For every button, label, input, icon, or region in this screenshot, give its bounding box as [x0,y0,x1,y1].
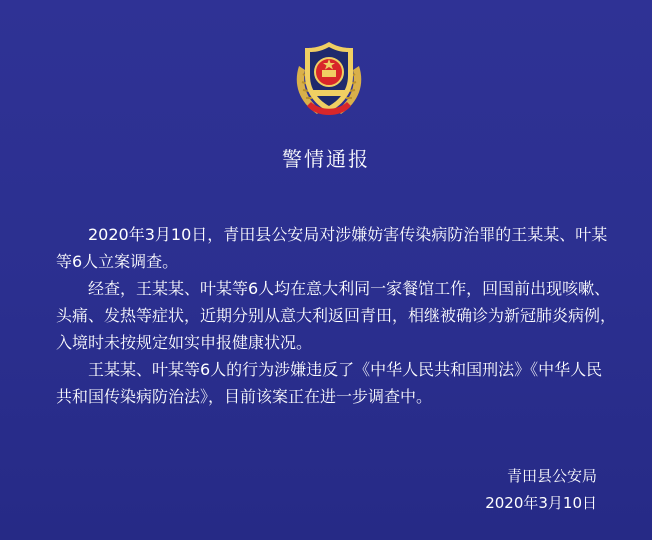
page-title: 警情通报 [282,147,370,171]
notice-body [56,221,616,410]
notice-paragraph: 王某某、叶某等6人的行为涉嫌违反了《中华人民共和国刑法》《中华人民共和国传染病防治法》，目前该案正在进一步调查中。 [56,360,603,406]
issuer-name: 青田县公安局 [506,467,597,485]
notice-paragraph: 经查，王某某、叶某等6人均在意大利同一家餐馆工作，回国前出现咳嗽、头痛、发热等症状，近期分别从意大利返回青田，相继被确诊为新冠肺炎病例，入境时未按规定如实申报健康状况。 [56,279,617,352]
issue-date: 2020年3月10日 [485,494,597,512]
notice-paragraph: 2020年3月10日，青田县公安局对涉嫌妨害传染病防治罪的王某某、叶某等6人立案调查。 [56,225,608,271]
police-emblem-icon [285,36,373,124]
signature-block [485,463,597,517]
